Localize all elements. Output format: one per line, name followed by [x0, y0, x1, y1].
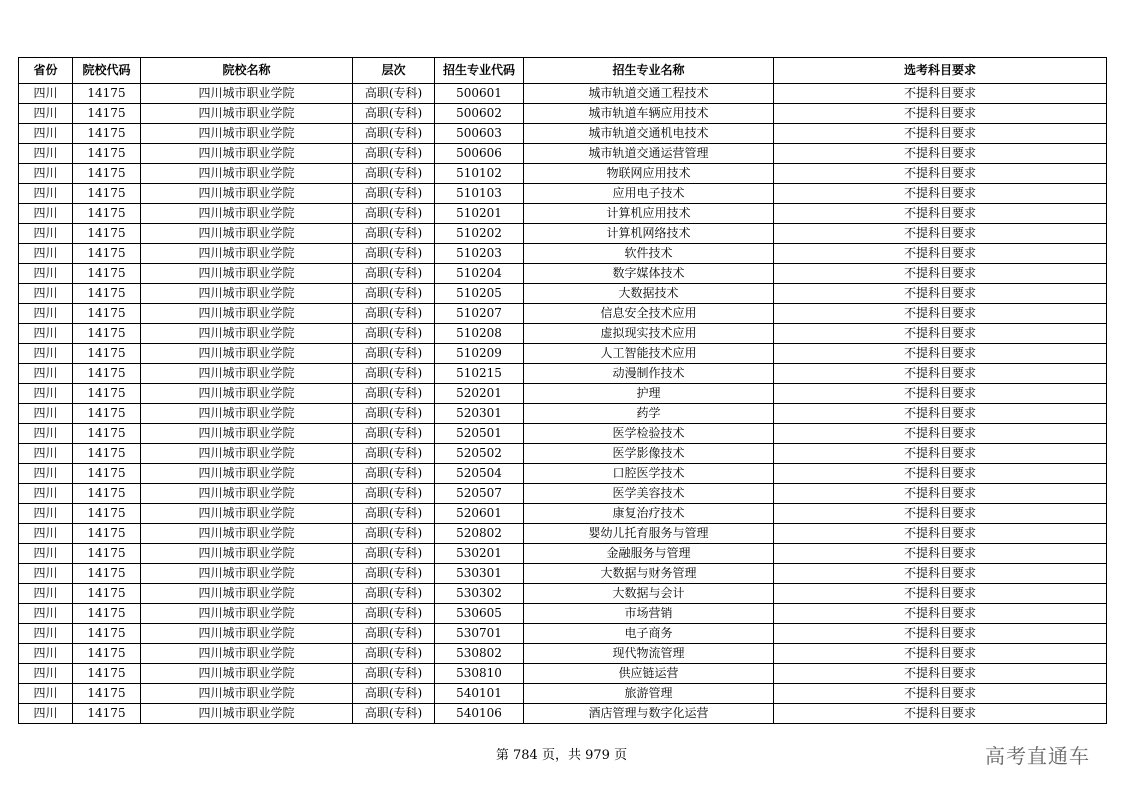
cell-major-name: 城市轨道车辆应用技术	[524, 104, 774, 124]
cell-major-code: 530302	[435, 584, 524, 604]
cell-province: 四川	[19, 104, 73, 124]
cell-province: 四川	[19, 584, 73, 604]
cell-major-name: 城市轨道交通工程技术	[524, 84, 774, 104]
table-row	[19, 244, 1107, 264]
cell-school-name: 四川城市职业学院	[141, 244, 353, 264]
cell-level: 高职(专科)	[353, 224, 435, 244]
cell-major-code: 520301	[435, 404, 524, 424]
cell-subject-requirement: 不提科目要求	[774, 304, 1107, 324]
table-row	[19, 504, 1107, 524]
cell-major-code: 520504	[435, 464, 524, 484]
table-row	[19, 644, 1107, 664]
cell-province: 四川	[19, 124, 73, 144]
cell-school-name: 四川城市职业学院	[141, 304, 353, 324]
table-row	[19, 224, 1107, 244]
cell-level: 高职(专科)	[353, 244, 435, 264]
cell-major-name: 虚拟现实技术应用	[524, 324, 774, 344]
table-row	[19, 604, 1107, 624]
cell-school-code: 14175	[73, 324, 141, 344]
table-row	[19, 384, 1107, 404]
cell-school-code: 14175	[73, 544, 141, 564]
cell-school-code: 14175	[73, 444, 141, 464]
cell-school-name: 四川城市职业学院	[141, 84, 353, 104]
page-prefix: 第	[495, 748, 509, 763]
cell-subject-requirement: 不提科目要求	[774, 324, 1107, 344]
cell-province: 四川	[19, 644, 73, 664]
table-row	[19, 264, 1107, 284]
cell-school-code: 14175	[73, 364, 141, 384]
cell-school-name: 四川城市职业学院	[141, 664, 353, 684]
cell-major-code: 540106	[435, 704, 524, 724]
cell-subject-requirement: 不提科目要求	[774, 124, 1107, 144]
cell-major-name: 计算机网络技术	[524, 224, 774, 244]
cell-school-name: 四川城市职业学院	[141, 224, 353, 244]
cell-major-name: 城市轨道交通机电技术	[524, 124, 774, 144]
cell-school-code: 14175	[73, 184, 141, 204]
cell-school-name: 四川城市职业学院	[141, 444, 353, 464]
cell-province: 四川	[19, 404, 73, 424]
cell-level: 高职(专科)	[353, 404, 435, 424]
cell-level: 高职(专科)	[353, 304, 435, 324]
cell-subject-requirement: 不提科目要求	[774, 464, 1107, 484]
cell-school-code: 14175	[73, 224, 141, 244]
cell-school-name: 四川城市职业学院	[141, 204, 353, 224]
cell-province: 四川	[19, 464, 73, 484]
cell-subject-requirement: 不提科目要求	[774, 624, 1107, 644]
cell-school-code: 14175	[73, 424, 141, 444]
table-row	[19, 404, 1107, 424]
cell-school-code: 14175	[73, 504, 141, 524]
cell-province: 四川	[19, 224, 73, 244]
cell-school-code: 14175	[73, 524, 141, 544]
table-row	[19, 144, 1107, 164]
table-row	[19, 564, 1107, 584]
cell-province: 四川	[19, 84, 73, 104]
cell-major-code: 510102	[435, 164, 524, 184]
cell-subject-requirement: 不提科目要求	[774, 484, 1107, 504]
cell-province: 四川	[19, 184, 73, 204]
cell-school-name: 四川城市职业学院	[141, 284, 353, 304]
table-row	[19, 704, 1107, 724]
cell-major-code: 530301	[435, 564, 524, 584]
cell-subject-requirement: 不提科目要求	[774, 264, 1107, 284]
cell-major-code: 510205	[435, 284, 524, 304]
cell-level: 高职(专科)	[353, 544, 435, 564]
cell-subject-requirement: 不提科目要求	[774, 144, 1107, 164]
cell-subject-requirement: 不提科目要求	[774, 564, 1107, 584]
cell-school-name: 四川城市职业学院	[141, 524, 353, 544]
cell-major-code: 500606	[435, 144, 524, 164]
cell-school-code: 14175	[73, 644, 141, 664]
cell-level: 高职(专科)	[353, 444, 435, 464]
header-major-name: 招生专业名称	[524, 58, 774, 84]
cell-major-name: 物联网应用技术	[524, 164, 774, 184]
cell-major-code: 510203	[435, 244, 524, 264]
cell-major-code: 540101	[435, 684, 524, 704]
cell-subject-requirement: 不提科目要求	[774, 664, 1107, 684]
cell-subject-requirement: 不提科目要求	[774, 604, 1107, 624]
cell-province: 四川	[19, 204, 73, 224]
header-level: 层次	[353, 58, 435, 84]
table-header-row	[19, 58, 1107, 84]
cell-school-code: 14175	[73, 84, 141, 104]
cell-level: 高职(专科)	[353, 524, 435, 544]
table-row	[19, 164, 1107, 184]
cell-major-code: 510201	[435, 204, 524, 224]
cell-school-code: 14175	[73, 144, 141, 164]
cell-major-code: 510103	[435, 184, 524, 204]
cell-major-name: 计算机应用技术	[524, 204, 774, 224]
table-row	[19, 484, 1107, 504]
cell-level: 高职(专科)	[353, 184, 435, 204]
cell-major-name: 动漫制作技术	[524, 364, 774, 384]
cell-province: 四川	[19, 624, 73, 644]
cell-level: 高职(专科)	[353, 664, 435, 684]
cell-level: 高职(专科)	[353, 424, 435, 444]
cell-major-name: 旅游管理	[524, 684, 774, 704]
cell-major-code: 510202	[435, 224, 524, 244]
cell-subject-requirement: 不提科目要求	[774, 404, 1107, 424]
cell-school-name: 四川城市职业学院	[141, 264, 353, 284]
cell-province: 四川	[19, 664, 73, 684]
table-row	[19, 204, 1107, 224]
cell-school-code: 14175	[73, 384, 141, 404]
cell-subject-requirement: 不提科目要求	[774, 164, 1107, 184]
cell-subject-requirement: 不提科目要求	[774, 524, 1107, 544]
cell-major-code: 530605	[435, 604, 524, 624]
cell-school-name: 四川城市职业学院	[141, 684, 353, 704]
table-row	[19, 444, 1107, 464]
cell-school-code: 14175	[73, 484, 141, 504]
cell-major-code: 530802	[435, 644, 524, 664]
cell-subject-requirement: 不提科目要求	[774, 644, 1107, 664]
cell-major-code: 500602	[435, 104, 524, 124]
cell-school-name: 四川城市职业学院	[141, 144, 353, 164]
cell-subject-requirement: 不提科目要求	[774, 244, 1107, 264]
cell-school-code: 14175	[73, 664, 141, 684]
cell-school-name: 四川城市职业学院	[141, 124, 353, 144]
cell-subject-requirement: 不提科目要求	[774, 344, 1107, 364]
cell-major-name: 金融服务与管理	[524, 544, 774, 564]
cell-major-name: 现代物流管理	[524, 644, 774, 664]
current-page-number: 784	[513, 748, 538, 763]
cell-level: 高职(专科)	[353, 584, 435, 604]
cell-school-name: 四川城市职业学院	[141, 604, 353, 624]
cell-major-name: 信息安全技术应用	[524, 304, 774, 324]
cell-school-code: 14175	[73, 624, 141, 644]
cell-major-name: 市场营销	[524, 604, 774, 624]
cell-province: 四川	[19, 564, 73, 584]
cell-major-name: 医学美容技术	[524, 484, 774, 504]
cell-school-name: 四川城市职业学院	[141, 484, 353, 504]
cell-major-code: 520501	[435, 424, 524, 444]
cell-major-code: 510209	[435, 344, 524, 364]
cell-subject-requirement: 不提科目要求	[774, 104, 1107, 124]
cell-province: 四川	[19, 244, 73, 264]
cell-level: 高职(专科)	[353, 324, 435, 344]
cell-level: 高职(专科)	[353, 164, 435, 184]
cell-school-code: 14175	[73, 264, 141, 284]
header-province: 省份	[19, 58, 73, 84]
cell-school-name: 四川城市职业学院	[141, 364, 353, 384]
cell-subject-requirement: 不提科目要求	[774, 504, 1107, 524]
cell-major-name: 软件技术	[524, 244, 774, 264]
cell-major-code: 500603	[435, 124, 524, 144]
cell-province: 四川	[19, 304, 73, 324]
table-row	[19, 104, 1107, 124]
cell-major-name: 大数据与财务管理	[524, 564, 774, 584]
cell-school-code: 14175	[73, 584, 141, 604]
cell-major-name: 医学影像技术	[524, 444, 774, 464]
cell-school-code: 14175	[73, 564, 141, 584]
cell-province: 四川	[19, 604, 73, 624]
cell-level: 高职(专科)	[353, 284, 435, 304]
cell-major-name: 婴幼儿托育服务与管理	[524, 524, 774, 544]
cell-school-code: 14175	[73, 464, 141, 484]
cell-school-code: 14175	[73, 124, 141, 144]
cell-school-code: 14175	[73, 704, 141, 724]
cell-major-name: 药学	[524, 404, 774, 424]
cell-province: 四川	[19, 704, 73, 724]
cell-province: 四川	[19, 344, 73, 364]
cell-major-code: 510215	[435, 364, 524, 384]
cell-school-name: 四川城市职业学院	[141, 404, 353, 424]
cell-school-name: 四川城市职业学院	[141, 184, 353, 204]
cell-school-name: 四川城市职业学院	[141, 624, 353, 644]
cell-subject-requirement: 不提科目要求	[774, 204, 1107, 224]
cell-major-name: 医学检验技术	[524, 424, 774, 444]
cell-subject-requirement: 不提科目要求	[774, 444, 1107, 464]
cell-level: 高职(专科)	[353, 384, 435, 404]
cell-school-code: 14175	[73, 244, 141, 264]
header-major-code: 招生专业代码	[435, 58, 524, 84]
cell-major-code: 510208	[435, 324, 524, 344]
table-row	[19, 664, 1107, 684]
table-row	[19, 524, 1107, 544]
cell-level: 高职(专科)	[353, 464, 435, 484]
table-row	[19, 344, 1107, 364]
cell-major-name: 护理	[524, 384, 774, 404]
cell-level: 高职(专科)	[353, 484, 435, 504]
cell-school-name: 四川城市职业学院	[141, 324, 353, 344]
cell-major-code: 520502	[435, 444, 524, 464]
watermark-text: 高考直通车	[985, 744, 1090, 768]
cell-subject-requirement: 不提科目要求	[774, 704, 1107, 724]
cell-province: 四川	[19, 264, 73, 284]
table-row	[19, 544, 1107, 564]
cell-level: 高职(专科)	[353, 564, 435, 584]
cell-level: 高职(专科)	[353, 364, 435, 384]
cell-province: 四川	[19, 424, 73, 444]
cell-major-name: 口腔医学技术	[524, 464, 774, 484]
cell-province: 四川	[19, 544, 73, 564]
cell-school-code: 14175	[73, 684, 141, 704]
cell-major-code: 520601	[435, 504, 524, 524]
cell-school-code: 14175	[73, 104, 141, 124]
cell-subject-requirement: 不提科目要求	[774, 84, 1107, 104]
cell-level: 高职(专科)	[353, 644, 435, 664]
cell-major-code: 530201	[435, 544, 524, 564]
table-row	[19, 324, 1107, 344]
cell-subject-requirement: 不提科目要求	[774, 184, 1107, 204]
cell-subject-requirement: 不提科目要求	[774, 584, 1107, 604]
cell-major-name: 人工智能技术应用	[524, 344, 774, 364]
cell-school-code: 14175	[73, 164, 141, 184]
cell-major-name: 酒店管理与数字化运营	[524, 704, 774, 724]
cell-level: 高职(专科)	[353, 204, 435, 224]
cell-province: 四川	[19, 684, 73, 704]
table-row	[19, 124, 1107, 144]
cell-school-name: 四川城市职业学院	[141, 584, 353, 604]
table-row	[19, 424, 1107, 444]
cell-subject-requirement: 不提科目要求	[774, 544, 1107, 564]
table-row	[19, 584, 1107, 604]
cell-school-name: 四川城市职业学院	[141, 344, 353, 364]
cell-major-name: 城市轨道交通运营管理	[524, 144, 774, 164]
cell-level: 高职(专科)	[353, 604, 435, 624]
cell-school-name: 四川城市职业学院	[141, 384, 353, 404]
cell-subject-requirement: 不提科目要求	[774, 384, 1107, 404]
cell-major-code: 530810	[435, 664, 524, 684]
cell-major-name: 康复治疗技术	[524, 504, 774, 524]
cell-school-name: 四川城市职业学院	[141, 644, 353, 664]
cell-major-code: 500601	[435, 84, 524, 104]
admissions-table	[18, 57, 1107, 724]
cell-province: 四川	[19, 284, 73, 304]
cell-subject-requirement: 不提科目要求	[774, 364, 1107, 384]
cell-subject-requirement: 不提科目要求	[774, 224, 1107, 244]
table-row	[19, 464, 1107, 484]
cell-level: 高职(专科)	[353, 104, 435, 124]
cell-major-code: 510204	[435, 264, 524, 284]
cell-subject-requirement: 不提科目要求	[774, 424, 1107, 444]
cell-major-name: 数字媒体技术	[524, 264, 774, 284]
cell-school-code: 14175	[73, 604, 141, 624]
cell-subject-requirement: 不提科目要求	[774, 284, 1107, 304]
cell-major-name: 大数据与会计	[524, 584, 774, 604]
cell-school-code: 14175	[73, 204, 141, 224]
cell-major-code: 520802	[435, 524, 524, 544]
cell-school-code: 14175	[73, 284, 141, 304]
cell-school-name: 四川城市职业学院	[141, 164, 353, 184]
cell-school-name: 四川城市职业学院	[141, 504, 353, 524]
cell-major-code: 520201	[435, 384, 524, 404]
cell-province: 四川	[19, 364, 73, 384]
cell-level: 高职(专科)	[353, 624, 435, 644]
cell-subject-requirement: 不提科目要求	[774, 684, 1107, 704]
cell-major-code: 530701	[435, 624, 524, 644]
cell-major-name: 供应链运营	[524, 664, 774, 684]
cell-major-name: 大数据技术	[524, 284, 774, 304]
cell-province: 四川	[19, 144, 73, 164]
header-school-name: 院校名称	[141, 58, 353, 84]
cell-level: 高职(专科)	[353, 344, 435, 364]
cell-school-code: 14175	[73, 404, 141, 424]
cell-school-name: 四川城市职业学院	[141, 104, 353, 124]
cell-major-name: 电子商务	[524, 624, 774, 644]
cell-level: 高职(专科)	[353, 504, 435, 524]
cell-school-code: 14175	[73, 344, 141, 364]
total-pages-number: 979	[585, 748, 610, 763]
cell-major-code: 510207	[435, 304, 524, 324]
cell-school-name: 四川城市职业学院	[141, 544, 353, 564]
table-row	[19, 184, 1107, 204]
cell-province: 四川	[19, 484, 73, 504]
cell-level: 高职(专科)	[353, 144, 435, 164]
cell-province: 四川	[19, 444, 73, 464]
cell-province: 四川	[19, 524, 73, 544]
page-suffix: 页	[614, 748, 628, 763]
table-row	[19, 364, 1107, 384]
page-footer	[0, 744, 1123, 763]
cell-major-code: 520507	[435, 484, 524, 504]
cell-level: 高职(专科)	[353, 684, 435, 704]
cell-school-name: 四川城市职业学院	[141, 564, 353, 584]
table-row	[19, 304, 1107, 324]
cell-province: 四川	[19, 504, 73, 524]
cell-level: 高职(专科)	[353, 704, 435, 724]
header-school-code: 院校代码	[73, 58, 141, 84]
cell-school-name: 四川城市职业学院	[141, 464, 353, 484]
table-row	[19, 284, 1107, 304]
cell-level: 高职(专科)	[353, 84, 435, 104]
cell-province: 四川	[19, 384, 73, 404]
page-middle: 页，共	[541, 748, 581, 763]
header-subject-requirement: 选考科目要求	[774, 58, 1107, 84]
cell-level: 高职(专科)	[353, 264, 435, 284]
cell-major-name: 应用电子技术	[524, 184, 774, 204]
table-row	[19, 624, 1107, 644]
table-row	[19, 684, 1107, 704]
cell-province: 四川	[19, 324, 73, 344]
cell-province: 四川	[19, 164, 73, 184]
cell-school-code: 14175	[73, 304, 141, 324]
cell-level: 高职(专科)	[353, 124, 435, 144]
table-row	[19, 84, 1107, 104]
cell-school-name: 四川城市职业学院	[141, 424, 353, 444]
cell-school-name: 四川城市职业学院	[141, 704, 353, 724]
